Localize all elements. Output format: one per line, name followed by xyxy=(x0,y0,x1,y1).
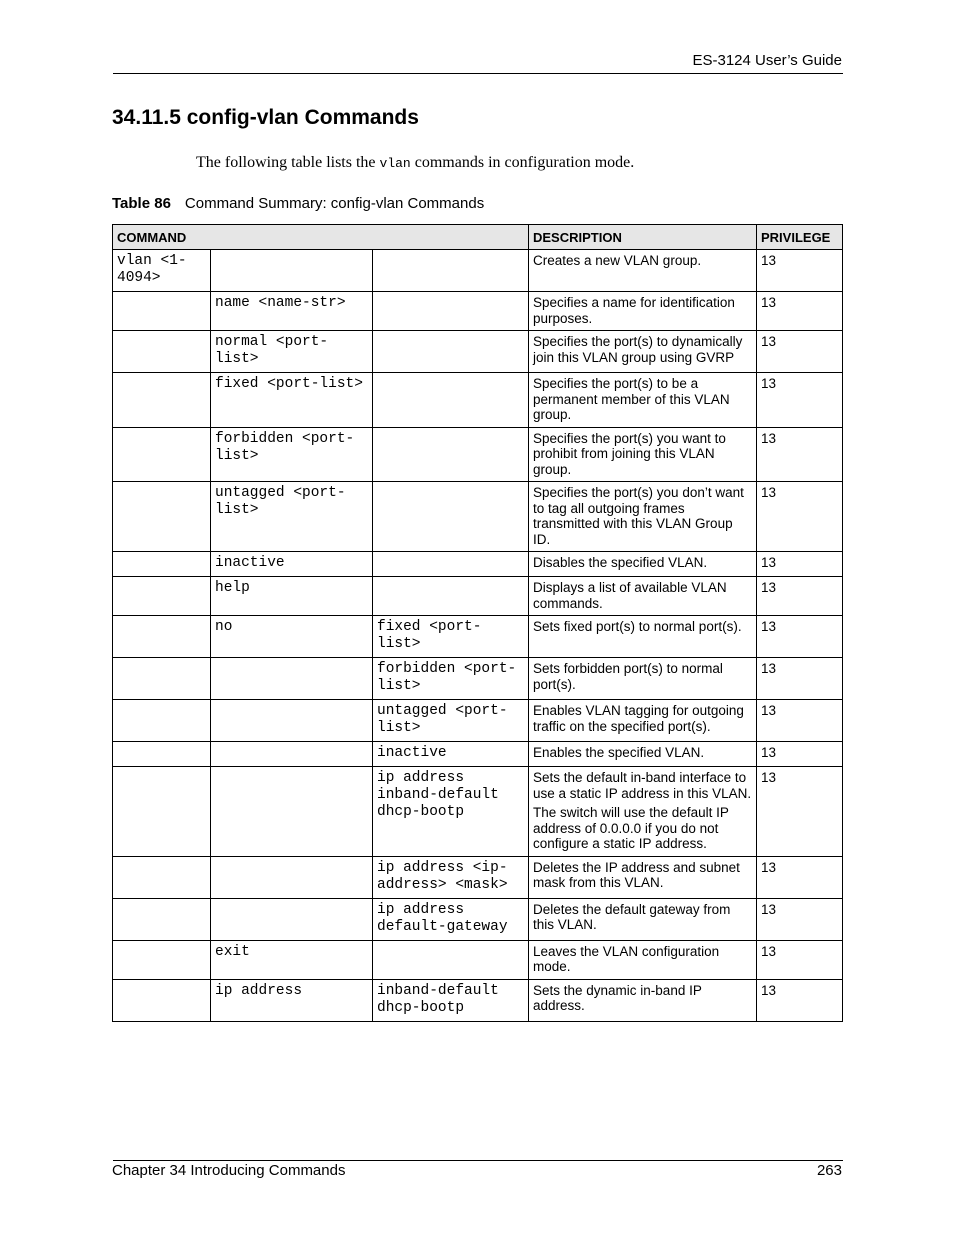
command-level-1-cell: vlan <1-4094> xyxy=(113,250,211,292)
privilege-cell: 13 xyxy=(757,742,843,767)
privilege-cell: 13 xyxy=(757,373,843,428)
command-level-3-cell xyxy=(373,373,529,428)
table-row xyxy=(113,856,843,898)
header-divider xyxy=(113,73,843,74)
command-level-2-cell xyxy=(211,898,373,940)
command-level-1-cell xyxy=(113,292,211,331)
table-row xyxy=(113,658,843,700)
privilege-cell: 13 xyxy=(757,700,843,742)
table-row xyxy=(113,427,843,482)
command-level-2-cell: normal <port-list> xyxy=(211,331,373,373)
description-paragraph: Sets forbidden port(s) to normal port(s). xyxy=(533,661,723,692)
command-level-3-cell xyxy=(373,292,529,331)
table-row xyxy=(113,552,843,577)
privilege-cell: 13 xyxy=(757,427,843,482)
description-paragraph: Specifies the port(s) to dynamically join this VLAN group using GVRP xyxy=(533,334,743,365)
command-level-1-cell xyxy=(113,331,211,373)
command-level-3-cell xyxy=(373,940,529,979)
command-level-2-cell xyxy=(211,742,373,767)
table-caption xyxy=(112,195,484,212)
table-row xyxy=(113,616,843,658)
table-row xyxy=(113,767,843,857)
command-level-3-cell xyxy=(373,427,529,482)
command-level-3-cell: ip address <ip-address> <mask> xyxy=(373,856,529,898)
command-level-2-cell xyxy=(211,856,373,898)
column-header-description: DESCRIPTION xyxy=(529,225,757,250)
privilege-cell: 13 xyxy=(757,292,843,331)
command-level-3-cell: ip address default-gateway xyxy=(373,898,529,940)
intro-text-after: commands in configuration mode. xyxy=(410,154,635,171)
privilege-cell: 13 xyxy=(757,482,843,552)
table-row xyxy=(113,250,843,292)
privilege-cell: 13 xyxy=(757,331,843,373)
command-level-1-cell xyxy=(113,767,211,857)
privilege-cell: 13 xyxy=(757,658,843,700)
command-level-3-cell: inactive xyxy=(373,742,529,767)
command-level-1-cell xyxy=(113,482,211,552)
command-level-2-cell: help xyxy=(211,577,373,616)
description-paragraph: Specifies a name for identification purposes. xyxy=(533,295,735,326)
column-header-command: COMMAND xyxy=(113,225,529,250)
privilege-cell: 13 xyxy=(757,856,843,898)
description-paragraph: Disables the specified VLAN. xyxy=(533,555,708,570)
table-row xyxy=(113,482,843,552)
description-cell xyxy=(529,616,757,658)
privilege-cell: 13 xyxy=(757,577,843,616)
description-cell xyxy=(529,250,757,292)
table-row xyxy=(113,373,843,428)
command-level-1-cell xyxy=(113,856,211,898)
command-level-3-cell: untagged <port-list> xyxy=(373,700,529,742)
command-level-2-cell xyxy=(211,767,373,857)
command-level-2-cell: name <name-str> xyxy=(211,292,373,331)
table-body xyxy=(113,250,843,1022)
description-cell xyxy=(529,856,757,898)
command-level-3-cell: fixed <port-list> xyxy=(373,616,529,658)
description-paragraph: Specifies the port(s) you want to prohibit from joining this VLAN group. xyxy=(533,430,726,477)
command-level-1-cell xyxy=(113,658,211,700)
description-paragraph: Sets the dynamic in-band IP address. xyxy=(533,982,702,1013)
table-row xyxy=(113,577,843,616)
command-level-1-cell xyxy=(113,552,211,577)
footer-page-number: 263 xyxy=(816,1162,842,1179)
command-level-1-cell xyxy=(113,742,211,767)
description-cell xyxy=(529,700,757,742)
command-level-1-cell xyxy=(113,577,211,616)
description-paragraph: Sets fixed port(s) to normal port(s). xyxy=(533,619,742,634)
command-level-1-cell xyxy=(113,616,211,658)
footer-divider xyxy=(113,1160,843,1161)
command-level-2-cell: no xyxy=(211,616,373,658)
command-level-2-cell: inactive xyxy=(211,552,373,577)
command-level-2-cell xyxy=(211,700,373,742)
description-cell xyxy=(529,940,757,979)
description-paragraph: Leaves the VLAN configuration mode. xyxy=(533,943,720,974)
description-cell xyxy=(529,373,757,428)
description-paragraph: Deletes the default gateway from this VLAN. xyxy=(533,901,731,932)
command-level-1-cell xyxy=(113,373,211,428)
description-paragraph: Sets the default in-band interface to use a static IP address in this VLAN. xyxy=(533,770,752,801)
command-level-3-cell xyxy=(373,331,529,373)
description-paragraph: Deletes the IP address and subnet mask from this VLAN. xyxy=(533,859,740,890)
command-level-3-cell: ip address inband-default dhcp-bootp xyxy=(373,767,529,857)
command-level-3-cell xyxy=(373,577,529,616)
command-level-1-cell xyxy=(113,898,211,940)
description-cell xyxy=(529,979,757,1021)
privilege-cell: 13 xyxy=(757,250,843,292)
table-row xyxy=(113,940,843,979)
privilege-cell: 13 xyxy=(757,979,843,1021)
command-level-2-cell: ip address xyxy=(211,979,373,1021)
command-level-2-cell: fixed <port-list> xyxy=(211,373,373,428)
description-cell xyxy=(529,427,757,482)
description-paragraph: Enables VLAN tagging for outgoing traffic on the specified port(s). xyxy=(533,703,744,734)
privilege-cell: 13 xyxy=(757,940,843,979)
description-cell xyxy=(529,898,757,940)
privilege-cell: 13 xyxy=(757,552,843,577)
description-cell xyxy=(529,767,757,857)
table-header-row xyxy=(113,225,843,250)
footer-chapter: Chapter 34 Introducing Commands xyxy=(112,1162,346,1179)
privilege-cell: 13 xyxy=(757,616,843,658)
privilege-cell: 13 xyxy=(757,898,843,940)
command-level-1-cell xyxy=(113,940,211,979)
description-cell xyxy=(529,658,757,700)
table-row xyxy=(113,331,843,373)
description-cell xyxy=(529,331,757,373)
description-paragraph: Displays a list of available VLAN commands. xyxy=(533,580,727,611)
description-cell xyxy=(529,292,757,331)
description-cell xyxy=(529,482,757,552)
command-level-1-cell xyxy=(113,427,211,482)
command-level-1-cell xyxy=(113,979,211,1021)
table-row xyxy=(113,292,843,331)
description-paragraph: Specifies the port(s) you don’t want to tag all outgoing frames transmitted with this VLAN Group ID. xyxy=(533,485,744,547)
intro-text-before: The following table lists the xyxy=(196,154,380,171)
command-level-2-cell: exit xyxy=(211,940,373,979)
command-level-3-cell xyxy=(373,482,529,552)
intro-paragraph xyxy=(196,154,634,172)
section-title: 34.11.5 config-vlan Commands xyxy=(112,106,419,129)
table-row xyxy=(113,979,843,1021)
command-level-2-cell: forbidden <port-list> xyxy=(211,427,373,482)
table-row xyxy=(113,898,843,940)
table-row xyxy=(113,742,843,767)
description-paragraph: Specifies the port(s) to be a permanent member of this VLAN group. xyxy=(533,376,730,422)
column-header-privilege: PRIVILEGE xyxy=(757,225,843,250)
running-header-title: ES-3124 User’s Guide xyxy=(692,52,842,69)
command-level-2-cell: untagged <port-list> xyxy=(211,482,373,552)
table-caption-label: Table 86 xyxy=(112,195,171,212)
description-cell xyxy=(529,742,757,767)
description-paragraph: The switch will use the default IP address of 0.0.0.0 if you do not configure a static IP address. xyxy=(533,805,729,851)
intro-code: vlan xyxy=(379,156,411,171)
command-level-1-cell xyxy=(113,700,211,742)
command-level-2-cell xyxy=(211,250,373,292)
description-cell xyxy=(529,577,757,616)
table-row xyxy=(113,700,843,742)
description-paragraph: Creates a new VLAN group. xyxy=(533,253,702,268)
privilege-cell: 13 xyxy=(757,767,843,857)
command-level-3-cell xyxy=(373,250,529,292)
description-paragraph: Enables the specified VLAN. xyxy=(533,745,705,760)
command-summary-table xyxy=(112,224,843,1022)
table-caption-text: Command Summary: config-vlan Commands xyxy=(184,195,485,212)
command-level-2-cell xyxy=(211,658,373,700)
command-level-3-cell: inband-default dhcp-bootp xyxy=(373,979,529,1021)
command-level-3-cell xyxy=(373,552,529,577)
command-level-3-cell: forbidden <port-list> xyxy=(373,658,529,700)
description-cell xyxy=(529,552,757,577)
